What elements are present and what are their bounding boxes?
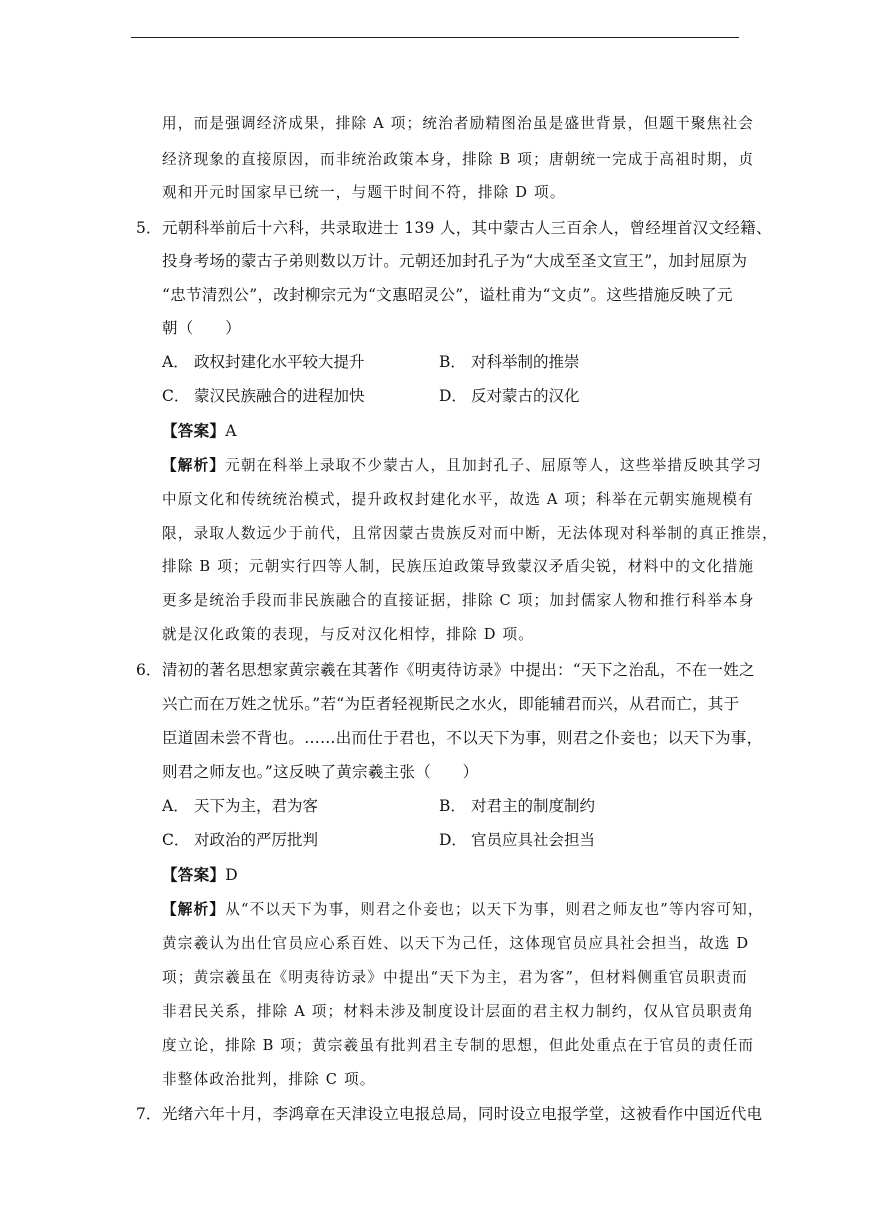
option-a	[162, 352, 365, 372]
option-label: B．	[439, 797, 466, 815]
analysis-line: 用，而是强调经济成果，排除 A 项；统治者励精图治虽是盛世背景，但题干聚焦社会	[162, 115, 754, 132]
question-number: 7．	[136, 1105, 162, 1123]
option-label: C．	[162, 831, 190, 849]
option-b	[439, 352, 580, 372]
question-number: 6．	[136, 661, 162, 679]
option-text: 对君主的制度制约	[471, 797, 596, 815]
option-d	[439, 386, 580, 406]
option-label: B．	[439, 353, 466, 371]
question-stem-line: 兴亡而在万姓之忧乐。”若“为臣者轻视斯民之水火，即能辅君而兴，从君而亡，其于	[162, 695, 740, 713]
option-text: 官员应具社会担当	[471, 831, 596, 849]
option-d	[439, 830, 595, 850]
option-text: 对政治的严厉批判	[194, 831, 319, 849]
question-number: 5．	[136, 219, 162, 237]
header-rule	[131, 37, 739, 38]
option-text: 对科举制的推崇	[471, 353, 580, 371]
answer-line	[162, 421, 738, 441]
option-c	[162, 386, 365, 406]
analysis-line: 非整体政治批判，排除 C 项。	[162, 1071, 376, 1088]
option-text: 天下为主，君为客	[194, 797, 319, 815]
question-stem-line: 元朝科举前后十六科，共录取进士 139 人，其中蒙古人三百余人，曾经埋首汉文经籍、	[162, 219, 772, 237]
option-text: 蒙汉民族融合的进程加快	[194, 387, 365, 405]
analysis-line: 非君民关系，排除 A 项；材料未涉及制度设计层面的君主权力制约，仅从官员职责角	[162, 1003, 754, 1020]
option-text: 政权封建化水平较大提升	[194, 353, 365, 371]
answer-tag: 【答案】	[162, 421, 226, 440]
analysis-tag: 【解析】	[162, 901, 226, 918]
question-stem-line: 清初的著名思想家黄宗羲在其著作《明夷待访录》中提出：“天下之治乱，不在一姓之	[162, 661, 755, 679]
answer-tag: 【答案】	[162, 865, 226, 884]
answer-value: A	[225, 422, 237, 440]
answer-value: D	[225, 866, 238, 884]
option-text: 反对蒙古的汉化	[471, 387, 580, 405]
analysis-line: 黄宗羲认为出仕官员应心系百姓、以天下为己任，这体现官员应具社会担当，故选 D	[162, 935, 750, 952]
analysis-line: 中原文化和传统统治模式，提升政权封建化水平，故选 A 项；科举在元朝实施规模有	[162, 491, 754, 508]
analysis-line: 项；黄宗羲虽在《明夷待访录》中提出“天下为主，君为客”，但材料侧重官员职责而	[162, 969, 748, 986]
option-label: D．	[439, 387, 467, 405]
option-label: D．	[439, 831, 467, 849]
option-c	[162, 830, 318, 850]
analysis-tag: 【解析】	[162, 457, 226, 474]
question-stem-line: 朝（ ）	[162, 319, 242, 337]
analysis-line	[162, 900, 764, 920]
analysis-text: 元朝在科举上录取不少蒙古人，且加封孔子、屈原等人，这些举措反映其学习	[225, 457, 763, 474]
analysis-line: 观和开元时国家早已统一，与题干时间不符，排除 D 项。	[162, 184, 566, 201]
question-stem-line: “忠节清烈公”，改封柳宗元为“文惠昭灵公”，谥杜甫为“文贞”。这些措施反映了元	[162, 286, 733, 304]
option-a	[162, 796, 318, 816]
analysis-line	[162, 456, 763, 476]
analysis-line: 就是汉化政策的表现，与反对汉化相悖，排除 D 项。	[162, 626, 535, 643]
question-stem-line: 投身考场的蒙古子弟则数以万计。元朝还加封孔子为“大成至圣文宣王”，加封屈原为	[162, 252, 748, 270]
option-label: C．	[162, 387, 190, 405]
option-b	[439, 796, 595, 816]
option-label: A．	[162, 797, 189, 815]
answer-line	[162, 865, 738, 885]
analysis-line: 经济现象的直接原因，而非统治政策本身，排除 B 项；唐朝统一完成于高祖时期，贞	[162, 151, 755, 168]
analysis-line: 排除 B 项；元朝实行四等人制，民族压迫政策导致蒙汉矛盾尖锐，材料中的文化措施	[162, 558, 755, 575]
question-stem-line: 则君之师友也。”这反映了黄宗羲主张（ ）	[162, 763, 479, 781]
analysis-line: 度立论，排除 B 项；黄宗羲虽有批判君主专制的思想，但此处重点在于官员的责任而	[162, 1037, 755, 1054]
question-stem-line: 臣道固未尝不背也。……出而仕于君也，不以天下为事，则君之仆妾也；以天下为事，	[162, 729, 763, 747]
analysis-line: 限，录取人数远少于前代，且常因蒙古贵族反对而中断，无法体现对科举制的真正推崇，	[162, 525, 778, 542]
analysis-text: 从“不以天下为事，则君之仆妾也；以天下为事，则君之师友也”等内容可知，	[225, 901, 764, 918]
option-label: A．	[162, 353, 189, 371]
analysis-line: 更多是统治手段而非民族融合的直接证据，排除 C 项；加封儒家人物和推行科举本身	[162, 592, 755, 609]
question-stem-line: 光绪六年十月，李鸿章在天津设立电报总局，同时设立电报学堂，这被看作中国近代电	[162, 1105, 763, 1123]
